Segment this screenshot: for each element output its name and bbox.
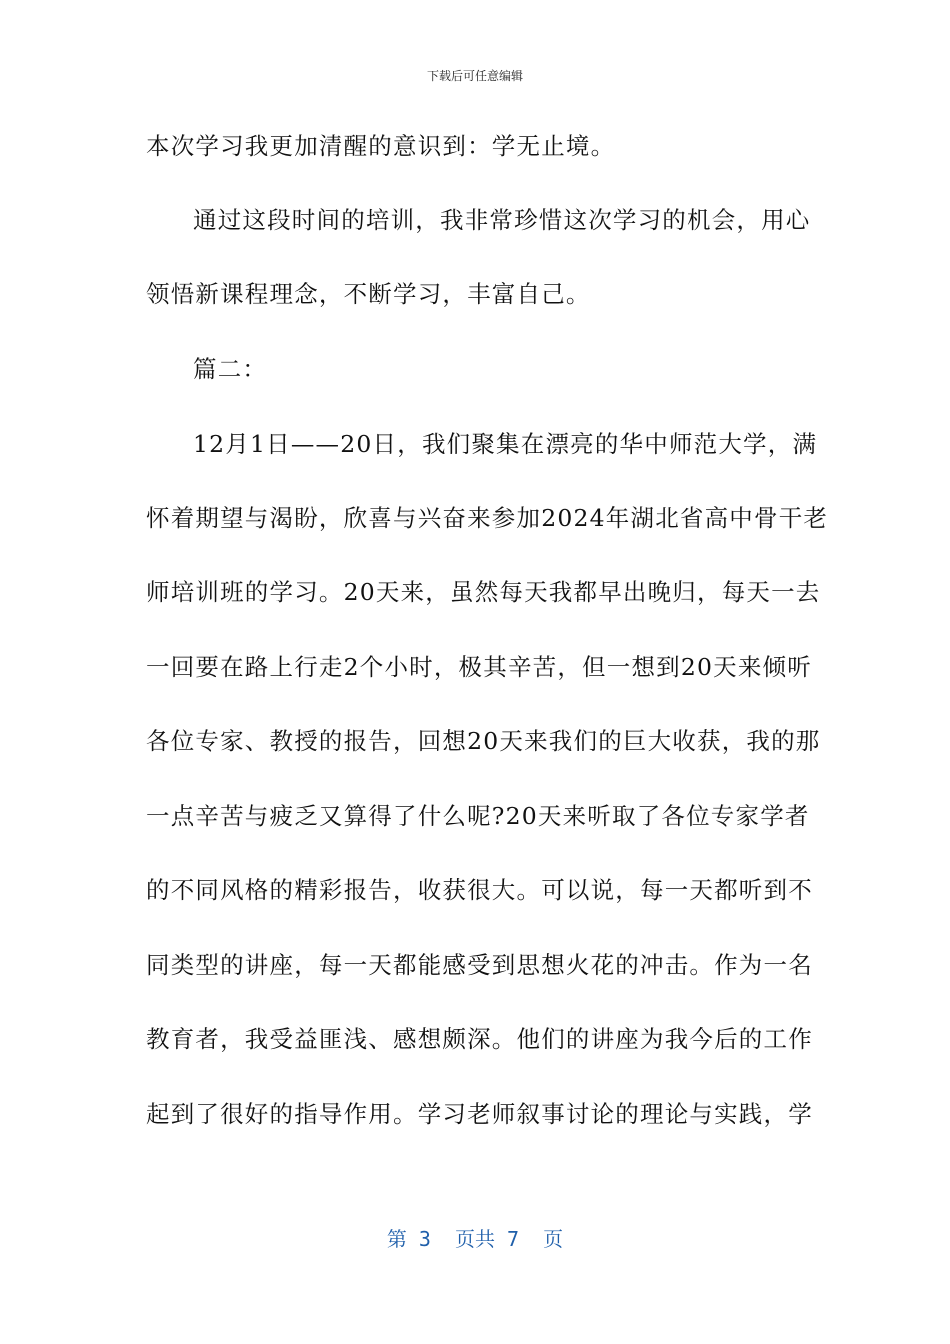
text-line: 一点辛苦与疲乏又算得了什么呢?20天来听取了各位专家学者	[146, 802, 810, 830]
text-line: 同类型的讲座，每一天都能感受到思想火花的冲击。作为一名	[146, 951, 813, 979]
text-line: 怀着期望与渴盼，欣喜与兴奋来参加2024年湖北省高中骨干老	[146, 504, 829, 532]
page-number-footer: 第 3 页共 7 页	[386, 1227, 564, 1251]
section-heading: 篇二：	[193, 355, 268, 383]
text-line: 教育者，我受益匪浅、感想颇深。他们的讲座为我今后的工作	[146, 1025, 813, 1053]
paragraph-first-line: 通过这段时间的培训，我非常珍惜这次学习的机会，用心	[193, 206, 811, 234]
text-line: 各位专家、教授的报告，回想20天来我们的巨大收获，我的那	[146, 727, 821, 755]
text-line: 起到了很好的指导作用。学习老师叙事讨论的理论与实践，学	[146, 1100, 813, 1128]
text-line: 的不同风格的精彩报告，收获很大。可以说，每一天都听到不	[146, 876, 813, 904]
page-header: 下载后可任意编辑	[426, 69, 523, 83]
text-line: 一回要在路上行走2个小时，极其辛苦，但一想到20天来倾听	[146, 653, 812, 681]
paragraph-first-line: 12月1日——20日，我们聚集在漂亮的华中师范大学，满	[193, 430, 818, 458]
text-line: 领悟新课程理念，不断学习，丰富自己。	[146, 280, 591, 308]
text-line: 师培训班的学习。20天来，虽然每天我都早出晚归，每天一去	[146, 578, 821, 606]
text-line: 本次学习我更加清醒的意识到：学无止境。	[146, 132, 616, 160]
